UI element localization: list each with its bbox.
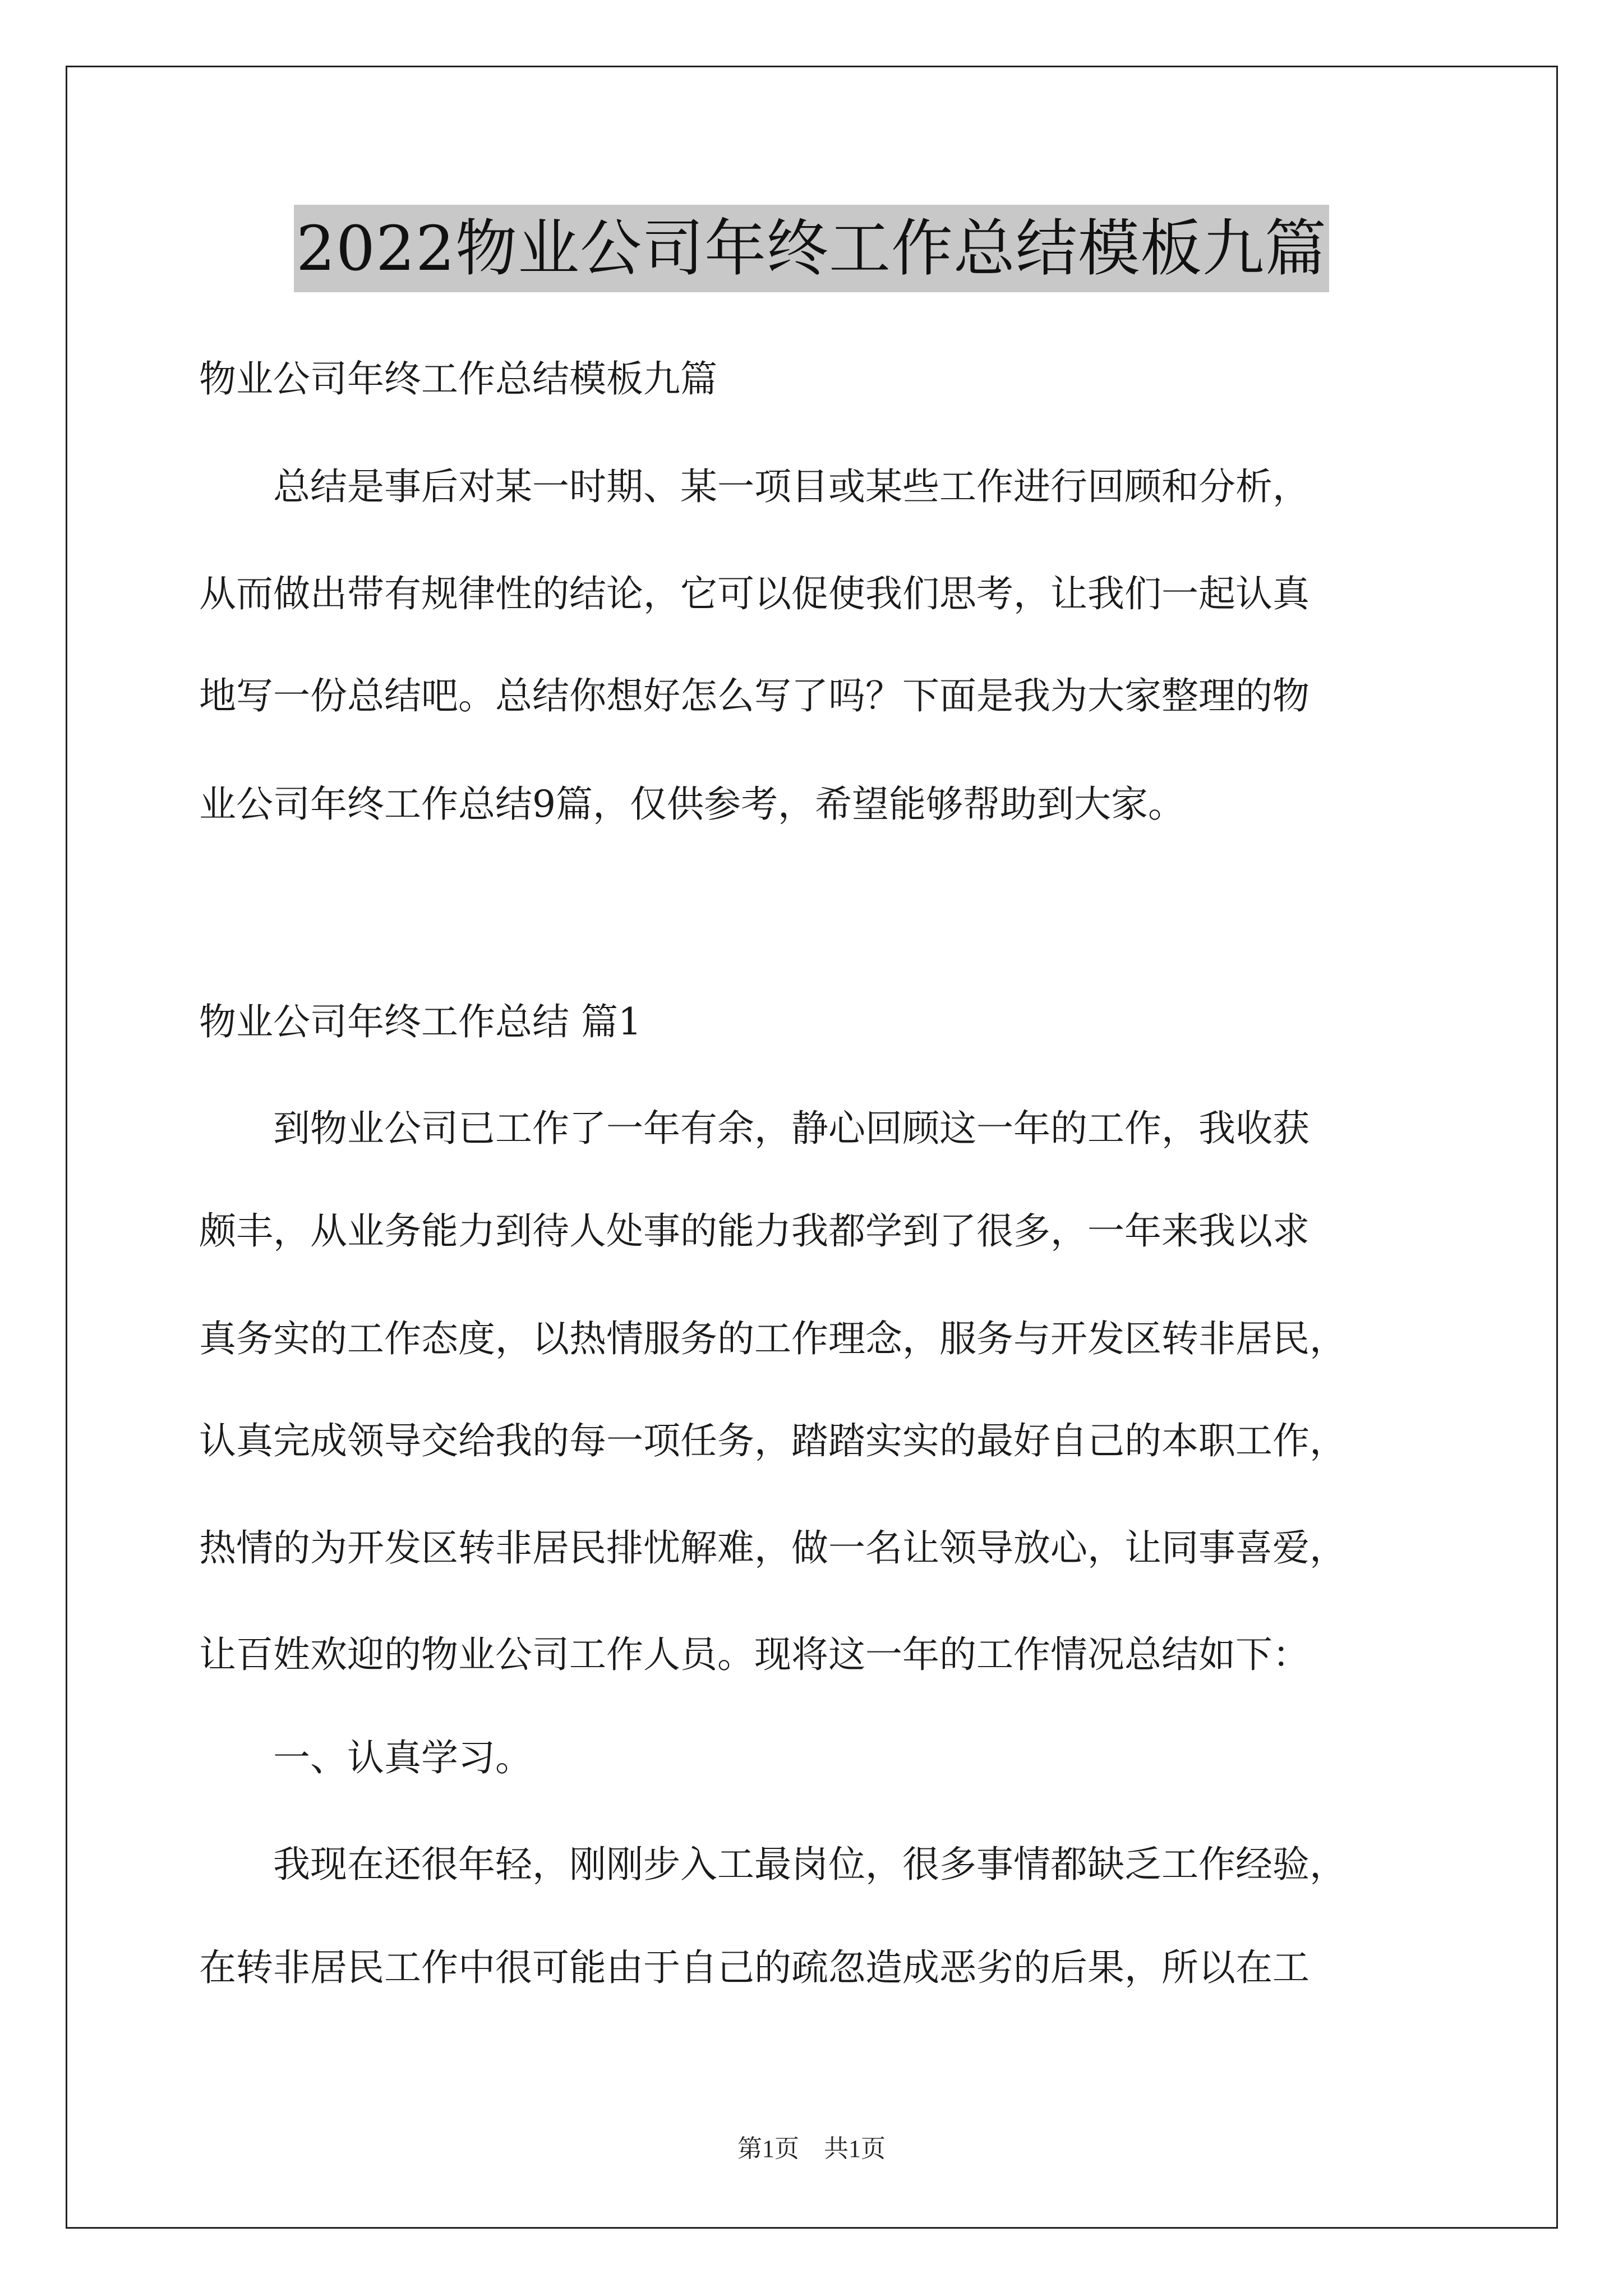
title-container: [0, 205, 1623, 292]
paragraph-line: 让百姓欢迎的物业公司工作人员。现将这一年的工作情况总结如下：: [199, 1633, 1310, 1676]
paragraph-line: 业公司年终工作总结9篇，仅供参考，希望能够帮助到大家。: [199, 783, 1185, 826]
paragraph-line: 真务实的工作态度，以热情服务的工作理念，服务与开发区转非居民，: [199, 1317, 1347, 1360]
paragraph-line: 到物业公司已工作了一年有余，静心回顾这一年的工作，我收获: [199, 1107, 1310, 1150]
paragraph-line: 从而做出带有规律性的结论，它可以促使我们思考，让我们一起认真: [199, 572, 1310, 615]
paragraph-line: 颇丰，从业务能力到待人处事的能力我都学到了很多，一年来我以求: [199, 1209, 1310, 1253]
document-title: 2022物业公司年终工作总结模板九篇: [294, 205, 1329, 292]
subsection-heading: 一、认真学习。: [199, 1736, 532, 1779]
paragraph-line: 热情的为开发区转非居民排忧解难，做一名让领导放心，让同事喜爱，: [199, 1526, 1347, 1570]
paragraph-line: 认真完成领导交给我的每一项任务，踏踏实实的最好自己的本职工作，: [199, 1419, 1347, 1462]
paragraph-line: 地写一份总结吧。总结你想好怎么写了吗？下面是我为大家整理的物: [199, 674, 1310, 717]
subtitle-line: 物业公司年终工作总结模板九篇: [199, 357, 717, 401]
paragraph-line: 总结是事后对某一时期、某一项目或某些工作进行回顾和分析，: [199, 465, 1310, 508]
page-footer: 第1页 共1页: [737, 2135, 886, 2162]
paragraph-line: 我现在还很年轻，刚刚步入工最岗位，很多事情都缺乏工作经验，: [199, 1843, 1347, 1886]
paragraph-line: 在转非居民工作中很可能由于自己的疏忽造成恶劣的后果，所以在工: [199, 1946, 1310, 1989]
section-heading: 物业公司年终工作总结 篇1: [199, 1000, 642, 1043]
